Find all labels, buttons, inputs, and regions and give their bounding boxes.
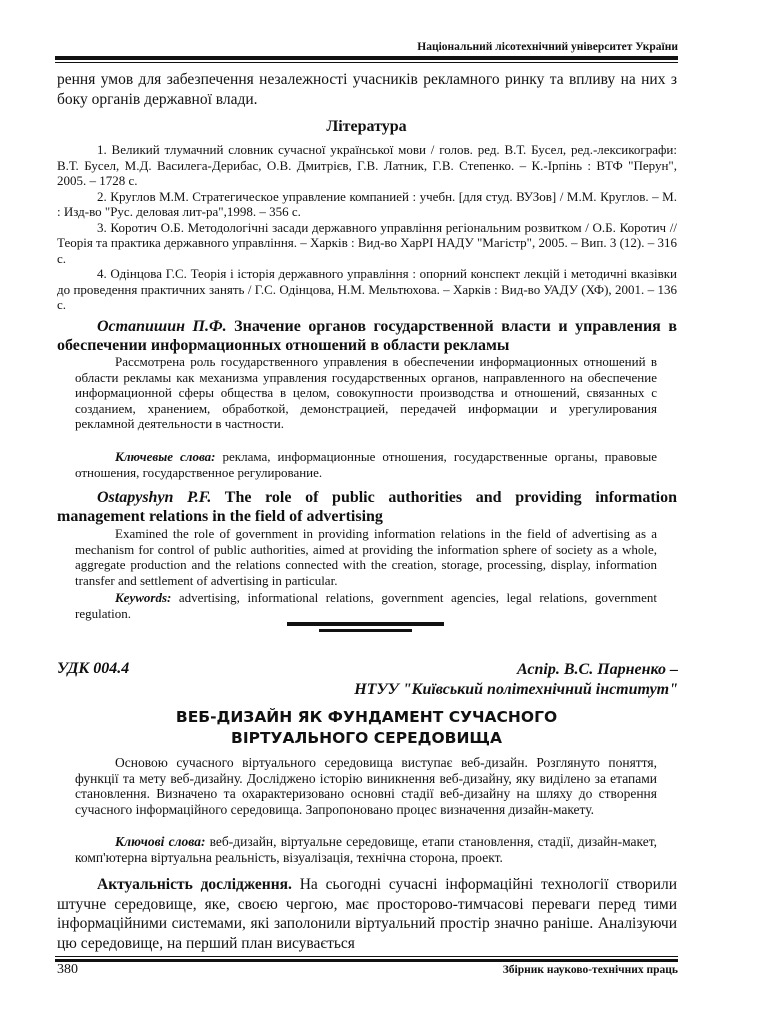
section-heading: Актуальність дослідження. xyxy=(97,876,292,893)
literature-item: 1. Великий тлумачний словник сучасної української мови / голов. ред. В.Т. Бусел, ред.-лексикографи: В.Т. Бусел, М.Д. Василега-Дерибас, О.В. Дмитрієв, Г.В. Латник, Г.В. Степенко. – К.-Ірпінь : ВТФ "Перун", 2005. – 1728 с. xyxy=(57,142,677,188)
article-author-block xyxy=(354,660,678,700)
literature-item: 4. Одінцова Г.С. Теорія і історія державного управління : опорний конспект лекцій і методичні вказівки до проведення практичних занять / Г.С. Одінцова, Н.М. Мельтюхова. – Харків : Вид-во УАДУ (ХФ), 2001. – 136 с. xyxy=(57,266,677,312)
article-abstract: Основою сучасного віртуального середовища виступає веб-дизайн. Розглянуто поняття, функції та мету веб-дизайну. Досліджено історію виникнення веб-дизайну, яку виділено за етапами становлення. Визначено та охарактеризовано основні стадії веб-дизайну на шляху до створення сучасного інформаційного середовища. Запропоновано процес визначення дизайн-макету. xyxy=(75,755,657,817)
footer-rule-thin xyxy=(55,956,678,957)
abstract-ru-title xyxy=(57,317,677,355)
article-keywords xyxy=(75,834,657,865)
literature-item: 2. Круглов М.М. Стратегическое управление компанией : учебн. [для студ. ВУЗов] / М.М. Круглов. – М. : Изд-во "Рус. деловая лит-ра",1998. – 356 с. xyxy=(57,188,677,219)
abstract-ru-heading: Значение органов государственной власти и управления в обеспечении информационных отношений в области рекламы xyxy=(57,318,678,354)
page-number: 380 xyxy=(57,962,78,977)
literature-heading: Література xyxy=(326,118,407,135)
footer-rule xyxy=(55,959,678,962)
intro-paragraph: рення умов для забезпечення незалежності учасників рекламного ринку та впливу на них з боку органів державної влади. xyxy=(57,71,677,108)
separator-bar-short xyxy=(319,629,412,632)
udk-code: УДК 004.4 xyxy=(57,660,130,677)
keywords-label: Keywords: xyxy=(115,590,172,605)
keywords-text: advertising, informational relations, government agencies, legal relations, government regulation. xyxy=(75,590,658,621)
literature-list xyxy=(57,142,677,313)
abstract-ru-author: Остапишин П.Ф. xyxy=(97,318,227,335)
article-title xyxy=(55,707,678,749)
article-affiliation: НТУУ "Київський політехнічний інститут" xyxy=(354,681,678,698)
section-text: На сьогодні сучасні інформаційні технології створили штучне середовище, яке, своєю чергою, має просторово-тимчасові переваги перед тими інформаційними системами, які заполонили віртуальний простір значно раніше. Аналізуючи цю середовище, на перший план висувається xyxy=(57,876,677,952)
abstract-en-author: Ostapyshyn P.F. xyxy=(97,489,212,506)
abstract-en-heading: The role of public authorities and providing information management relations in the field of advertising xyxy=(57,489,678,525)
separator-bar xyxy=(287,622,444,626)
article-author: Аспір. В.С. Парненко – xyxy=(516,661,678,678)
abstract-en-text: Examined the role of government in providing information relations in the field of advertising as a mechanism for control of public authorities, aimed at providing the information sphere of society as a whole, aggregate production and the relations connected with the creation, storage, processing, display, information transfer and settlement of advertising in particular. xyxy=(75,526,657,588)
article-title-line: ВЕБ-ДИЗАЙН ЯК ФУНДАМЕНТ СУЧАСНОГО xyxy=(175,708,558,726)
abstract-ru-keywords xyxy=(75,449,657,480)
running-header: Національний лісотехнічний університет України xyxy=(417,41,678,53)
header-rule-thin xyxy=(55,62,678,63)
literature-item: 3. Коротич О.Б. Методологічні засади державного управління регіональним розвитком / О.Б. Коротич // Теорія та практика державного управління. – Харків : Вид-во ХарРІ НАДУ "Магістр", 2005. – Вип. 3 (12). – 316 с. xyxy=(57,219,677,266)
keywords-label: Ключевые слова: xyxy=(115,449,216,464)
keywords-label: Ключові слова: xyxy=(115,834,206,849)
keywords-text: реклама, информационные отношения, государственные органы, правовые отношения, государственное регулирование. xyxy=(75,449,657,480)
article-title-line: ВІРТУАЛЬНОГО СЕРЕДОВИЩА xyxy=(231,729,502,747)
running-footer: Збірник науково-технічних праць xyxy=(502,964,678,976)
abstract-en-keywords xyxy=(75,590,657,621)
keywords-text: веб-дизайн, віртуальне середовище, етапи становлення, стадії, дизайн-макет, комп'ютерна віртуальна реальність, візуалізація, технічна сторона, проект. xyxy=(75,834,658,865)
abstract-en-title xyxy=(57,488,677,526)
abstract-ru-text: Рассмотрена роль государственного управления в обеспечении информационных отношений в области рекламы как механизма управления государственных органов, направленного на обеспечение информационной сферы общества в целом, совокупности производства и отношений, связанных с созданием, хранением, обработкой, демонстрацией, передачей информации и урегулирования рекламной деятельности в частности. xyxy=(75,354,657,431)
article-body-paragraph xyxy=(57,875,677,953)
header-rule xyxy=(55,56,678,60)
